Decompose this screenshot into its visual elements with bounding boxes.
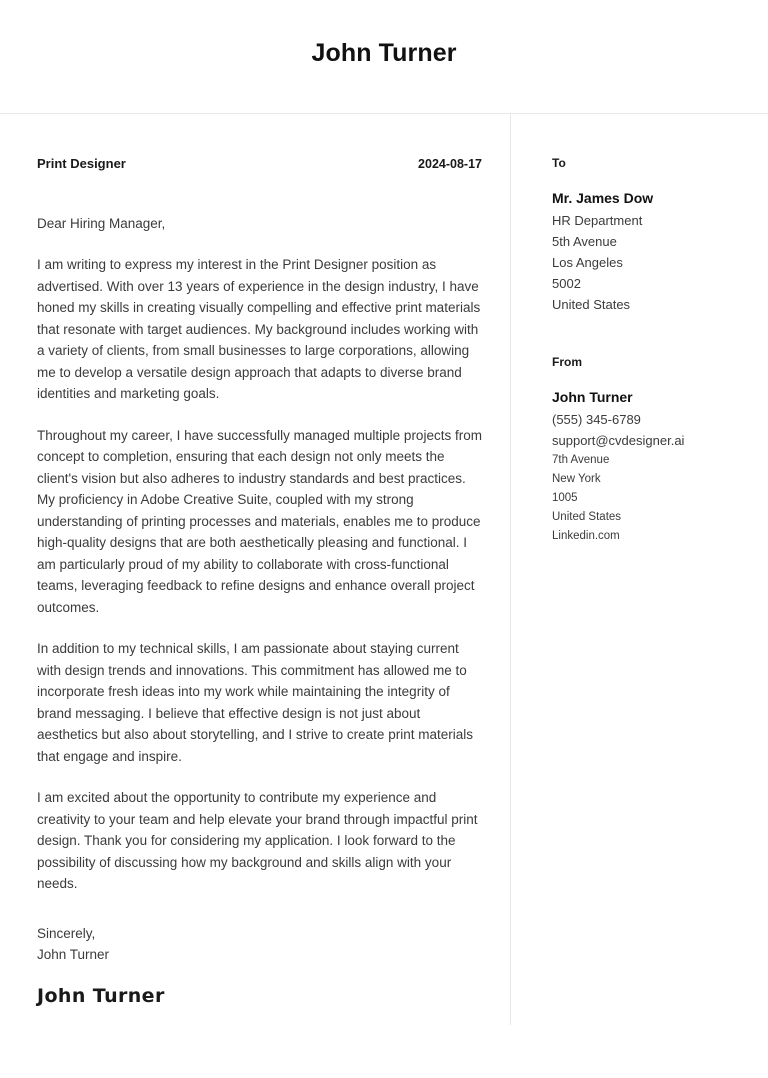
- sidebar-column: [510, 114, 768, 1025]
- document-header: [0, 0, 768, 114]
- letter-paragraph: I am writing to express my interest in the Print Designer position as advertised. With over 13 years of experience in the design industry, I have honed my skills in creating visually compelling and effective print materials that resonate with target audiences. My background includes working with a variety of clients, from small businesses to large corporations, allowing me to develop a versatile design approach that adapts to diverse brand identities and marketing goals.: [37, 257, 481, 401]
- closing-text: Sincerely,: [37, 925, 96, 941]
- recipient-line: 5002: [552, 276, 581, 291]
- sender-block: [552, 387, 748, 546]
- sender-line: United States: [552, 511, 622, 523]
- recipient-line: HR Department: [552, 213, 643, 228]
- salutation: Dear Hiring Manager,: [37, 216, 166, 231]
- sender-line: 1005: [552, 492, 578, 504]
- letter-paragraph: I am excited about the opportunity to contribute my experience and creativity to your team and help elevate your brand through impactful print design. Thank you for considering my application. I look forward to the possibility of discussing how my background and skills align with your needs.: [37, 790, 478, 891]
- document-body: [0, 114, 768, 1078]
- sender-line: New York: [552, 473, 601, 485]
- letter-date: 2024-08-17: [418, 157, 482, 171]
- letter-paragraph: In addition to my technical skills, I am passionate about staying current with design trends and innovations. This commitment has allowed me to incorporate fresh ideas into my work while maintaining the integrity of brand messaging. I believe that effective design is not just about aesthetics but also about storytelling, and I strive to create print materials that engage and inspire.: [37, 641, 473, 764]
- sender-section-label: From: [552, 355, 582, 369]
- closing-name: John Turner: [37, 946, 110, 962]
- job-position: Print Designer: [37, 156, 126, 171]
- recipient-line: United States: [552, 297, 631, 312]
- letter-meta-row: [37, 156, 482, 171]
- sender-email[interactable]: support@cvdesigner.ai: [552, 433, 685, 448]
- sender-name: John Turner: [552, 389, 633, 405]
- sidebar-spacer: [552, 337, 748, 355]
- recipient-block: [552, 188, 748, 315]
- recipient-line: Los Angeles: [552, 255, 623, 270]
- recipient-section-label: To: [552, 156, 566, 170]
- sender-website[interactable]: Linkedin.com: [552, 530, 620, 542]
- page-title: John Turner: [311, 39, 457, 67]
- sender-line: 7th Avenue: [552, 454, 610, 466]
- letter-paragraph: Throughout my career, I have successfully managed multiple projects from concept to completion, ensuring that each design not only meets the client's vision but also adheres to industry standards and best practices. My proficiency in Adobe Creative Suite, coupled with my strong understanding of printing processes and materials, enables me to produce high-quality designs that are both aesthetically pleasing and functional. I am particularly proud of my ability to collaborate with cross-functional teams, leveraging feedback to refine designs and enhance overall project outcomes.: [37, 427, 482, 615]
- sender-phone: (555) 345-6789: [552, 412, 641, 427]
- signature: John Turner: [37, 984, 165, 1007]
- recipient-line: 5th Avenue: [552, 234, 617, 249]
- recipient-name: Mr. James Dow: [552, 190, 654, 206]
- letter-column: [0, 114, 510, 1007]
